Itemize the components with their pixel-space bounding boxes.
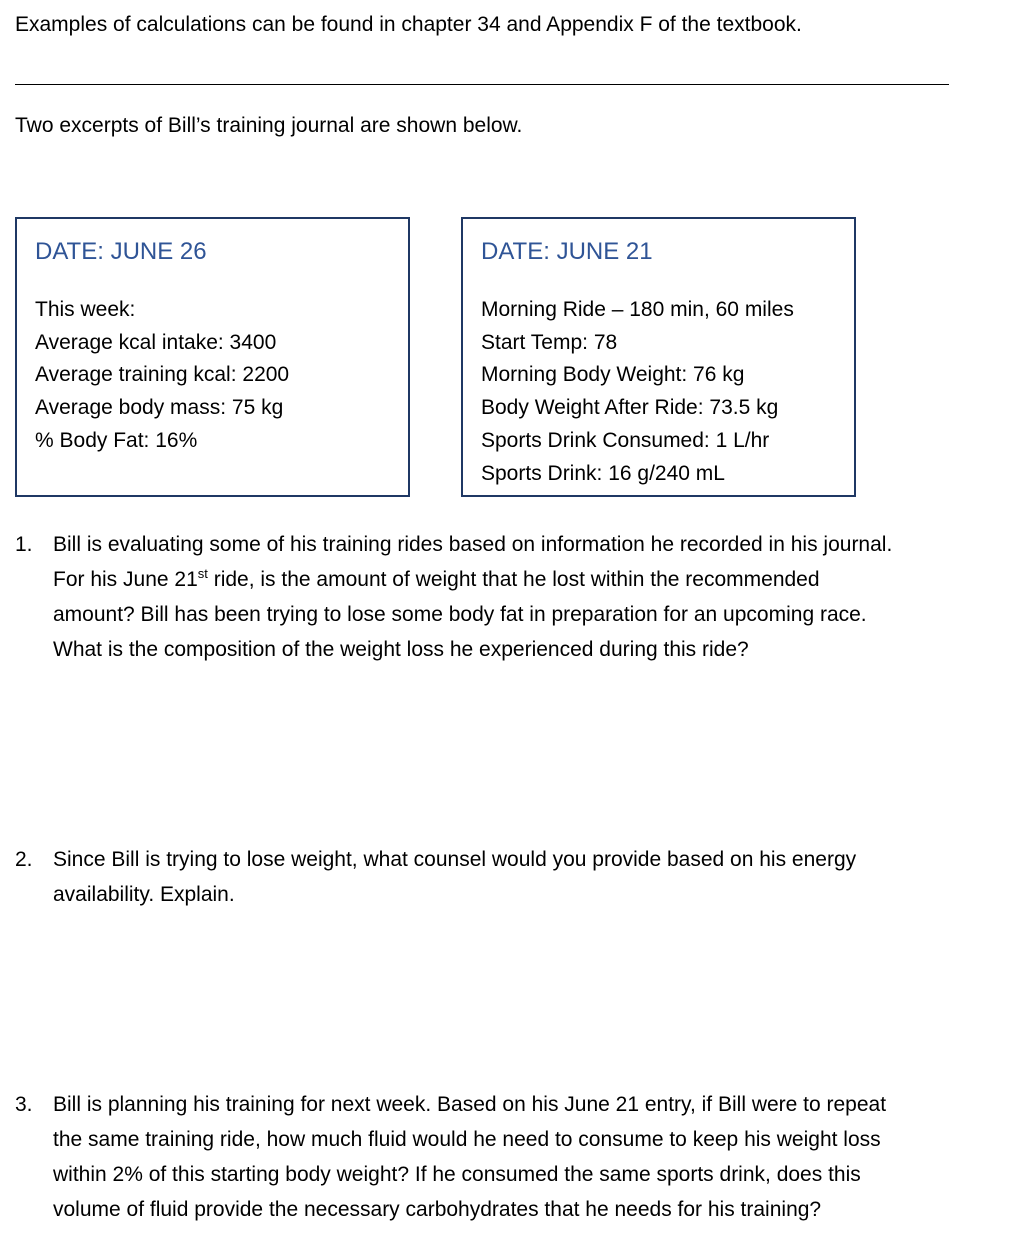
journal-date: DATE: JUNE 21 (481, 238, 653, 265)
answer-line (15, 84, 949, 85)
journal-line: Average body mass: 75 kg (35, 396, 284, 420)
journal-line: Average training kcal: 2200 (35, 363, 290, 387)
journal-line: Start Temp: 78 (481, 330, 618, 354)
journal-entry-june-26 (15, 217, 410, 497)
question-number: 1. (15, 533, 33, 556)
question-line: availability. Explain. (53, 883, 235, 906)
question-line-part: For his June 21 (53, 568, 198, 591)
intro-text: Examples of calculations can be found in chapter 34 and Appendix F of the textbook. (15, 13, 802, 36)
journal-line: Sports Drink Consumed: 1 L/hr (481, 428, 770, 452)
question-number: 2. (15, 848, 33, 871)
journal-line: Average kcal intake: 3400 (35, 330, 277, 354)
question-line (53, 562, 1028, 597)
journal-line: % Body Fat: 16% (35, 428, 198, 452)
question-number: 3. (15, 1093, 33, 1116)
question-text (53, 527, 1028, 667)
question-line: within 2% of this starting body weight? If he consumed the same sports drink, does this (53, 1163, 861, 1186)
journal-lines (35, 294, 289, 458)
question-line-part: ride, is the amount of weight that he lost within the recommended (207, 568, 820, 591)
question-line: volume of fluid provide the necessary carbohydrates that he needs for his training? (53, 1198, 822, 1221)
journal-date: DATE: JUNE 26 (35, 238, 207, 265)
excerpts-note: Two excerpts of Bill’s training journal are shown below. (15, 114, 523, 137)
question-text (53, 1087, 1028, 1227)
question-line: Bill is evaluating some of his training rides based on information he recorded in his journal. (53, 533, 893, 556)
question-line: the same training ride, how much fluid would he need to consume to keep his weight loss (53, 1128, 881, 1151)
question-text (53, 842, 1028, 912)
journal-lines (481, 294, 794, 490)
question-line: What is the composition of the weight loss he experienced during this ride? (53, 638, 749, 661)
ordinal-superscript: st (197, 566, 208, 581)
journal-line: Morning Ride – 180 min, 60 miles (481, 298, 794, 321)
journal-entry-june-21 (461, 217, 856, 497)
question-line: Bill is planning his training for next week. Based on his June 21 entry, if Bill were to repeat (53, 1093, 887, 1116)
journal-line: Body Weight After Ride: 73.5 kg (481, 396, 779, 420)
journal-line: Morning Body Weight: 76 kg (481, 363, 745, 387)
question-line: amount? Bill has been trying to lose some body fat in preparation for an upcoming race. (53, 603, 867, 626)
journal-line: Sports Drink: 16 g/240 mL (481, 461, 725, 485)
question-line: Since Bill is trying to lose weight, what counsel would you provide based on his energy (53, 848, 857, 871)
journal-line: This week: (35, 298, 136, 321)
